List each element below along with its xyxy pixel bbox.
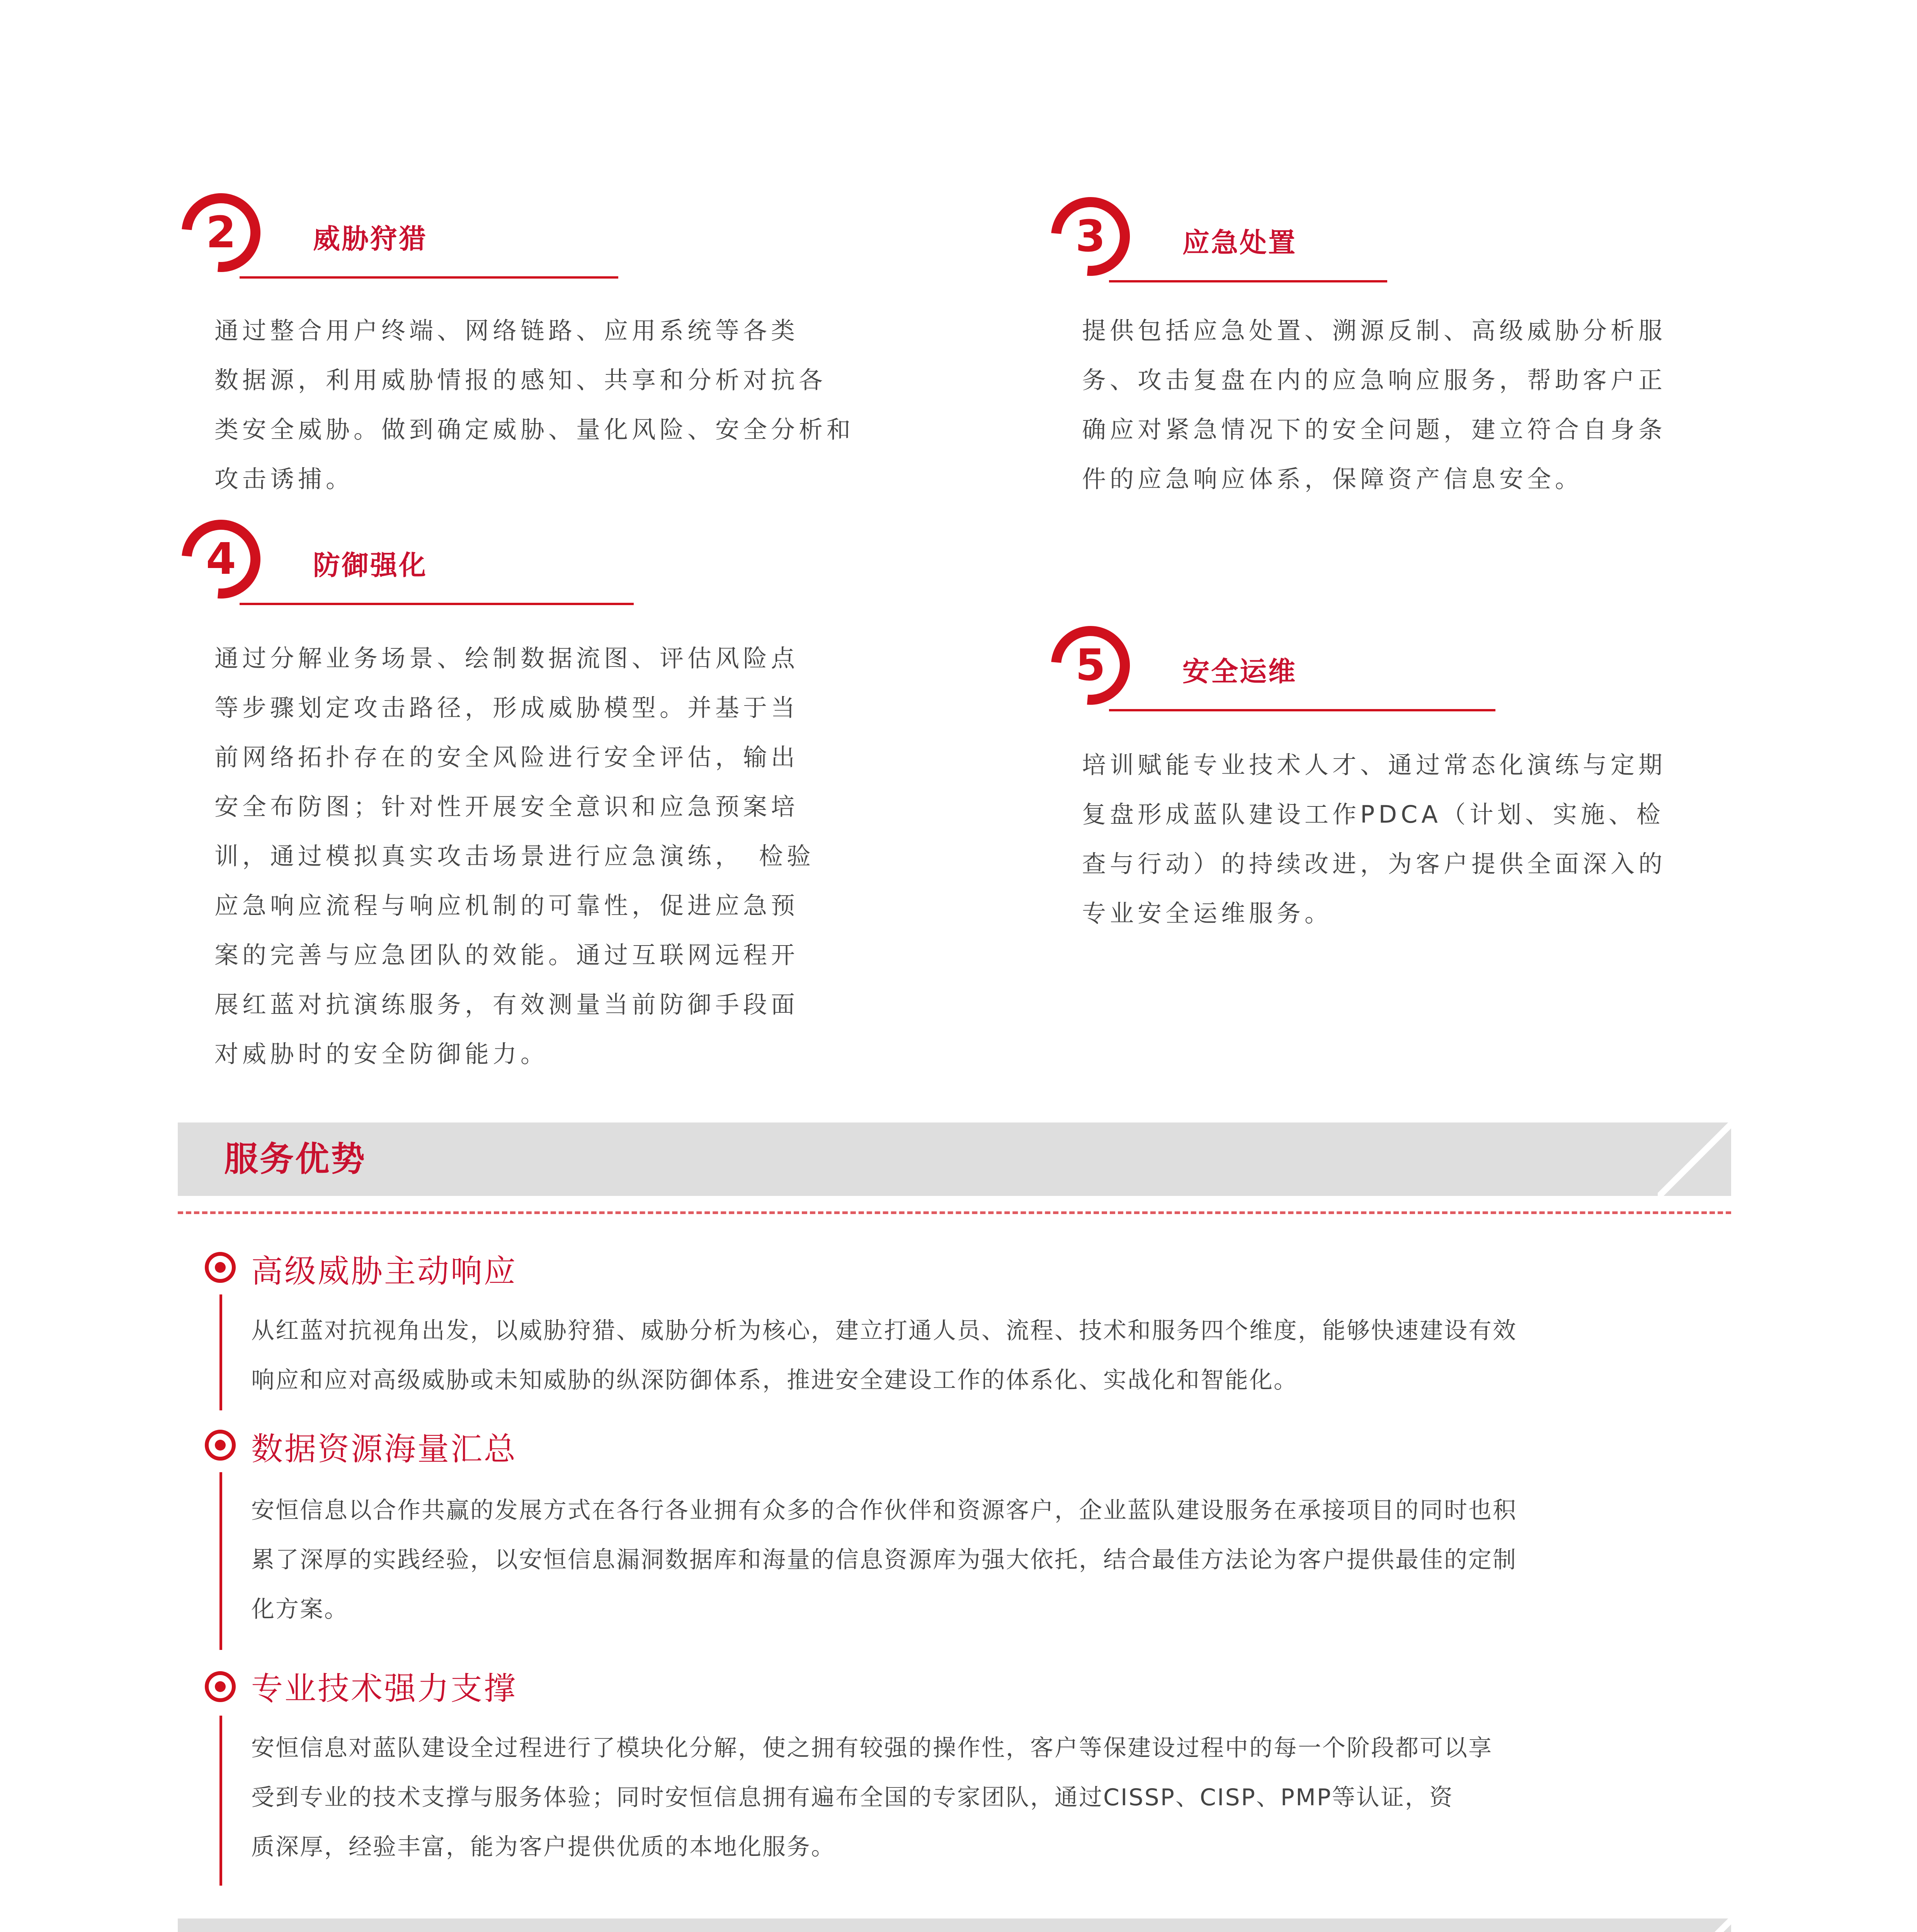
advantages-heading: 服务优势: [224, 1139, 367, 1179]
advantage-text: 安恒信息对蓝队建设全过程进行了模块化分解，使之拥有较强的操作性，客户等保建设过程中的每一个阶段都可以享 受到专业的技术支撑与服务体验；同时安恒信息拥有遍布全国的专家团队，通过CISSP、CISP、PMP等认证，资 质深厚，经验丰富，能为客户提供优质的本地化服务。: [251, 1735, 1493, 1861]
item-5-text: 培训赋能专业技术人才、通过常态化演练与定期 复盘形成蓝队建设工作PDCA（计划、实施、检 查与行动）的持续改进，为客户提供全面深入的 专业安全运维服务。: [1082, 751, 1667, 927]
item-number: 2: [206, 207, 236, 258]
target-icon: [205, 1671, 236, 1702]
target-icon: [205, 1430, 236, 1461]
item-title: 安全运维: [1182, 656, 1297, 687]
item-number: 3: [1075, 211, 1106, 262]
scenarios-banner: [178, 1918, 1731, 1932]
advantage-title: 专业技术强力支撑: [251, 1670, 517, 1707]
advantage-rule: [219, 1472, 222, 1650]
advantage-title: 高级威胁主动响应: [251, 1253, 517, 1290]
item-underline: [1109, 709, 1495, 711]
advantage-text: 安恒信息以合作共赢的发展方式在各行各业拥有众多的合作伙伴和资源客户，企业蓝队建设服务在承接项目的同时也积 累了深厚的实践经验，以安恒信息漏洞数据库和海量的信息资源库为强大依托，结合最佳方法论为客户提供最佳的定制 化方案。: [251, 1497, 1517, 1623]
item-underline: [240, 603, 634, 605]
item-underline: [1109, 280, 1387, 282]
item-title: 威胁狩猎: [313, 223, 427, 255]
advantage-rule: [219, 1294, 222, 1410]
item-underline: [240, 276, 618, 279]
advantage-title: 数据资源海量汇总: [251, 1431, 517, 1468]
scenarios-heading: [224, 1918, 366, 1932]
item-title: 应急处置: [1182, 227, 1297, 259]
item-title: 防御强化: [313, 549, 427, 581]
item-3-text: 提供包括应急处置、溯源反制、高级威胁分析服 务、攻击复盘在内的应急响应服务，帮助客户正 确应对紧急情况下的安全问题，建立符合自身条 件的应急响应体系，保障资产信息安全。: [1082, 316, 1667, 493]
item-number: 5: [1075, 640, 1106, 690]
item-4-text: 通过分解业务场景、绘制数据流图、评估风险点 等步骤划定攻击路径，形成威胁模型。并基于当 前网络拓扑存在的安全风险进行安全评估，输出 安全布防图；针对性开展安全意识和应急预案培 训，通过模拟真实攻击场景进行应急演练， 检验 应急响应流程与响应机制的可靠性，促进应急预 案的完善与应急团队的效能。通过互联网远程开 展红蓝对抗演练服务，有效测量当前防御手段面 对威胁时的安全防御能力。: [214, 644, 815, 1068]
advantages-divider: [178, 1211, 1731, 1214]
target-icon: [205, 1252, 236, 1283]
item-2-text: 通过整合用户终端、网络链路、应用系统等各类 数据源，利用威胁情报的感知、共享和分析对抗各 类安全威胁。做到确定威胁、量化风险、安全分析和 攻击诱捕。: [214, 316, 855, 493]
advantages-banner: [178, 1122, 1731, 1196]
banner-corner: [1658, 1918, 1731, 1932]
advantage-text: 从红蓝对抗视角出发，以威胁狩猎、威胁分析为核心，建立打通人员、流程、技术和服务四个维度，能够快速建设有效 响应和应对高级威胁或未知威胁的纵深防御体系，推进安全建设工作的体系化、实战化和智能化。: [251, 1317, 1517, 1394]
banner-corner: [1658, 1122, 1731, 1196]
item-number: 4: [206, 534, 236, 584]
advantage-rule: [219, 1716, 222, 1886]
